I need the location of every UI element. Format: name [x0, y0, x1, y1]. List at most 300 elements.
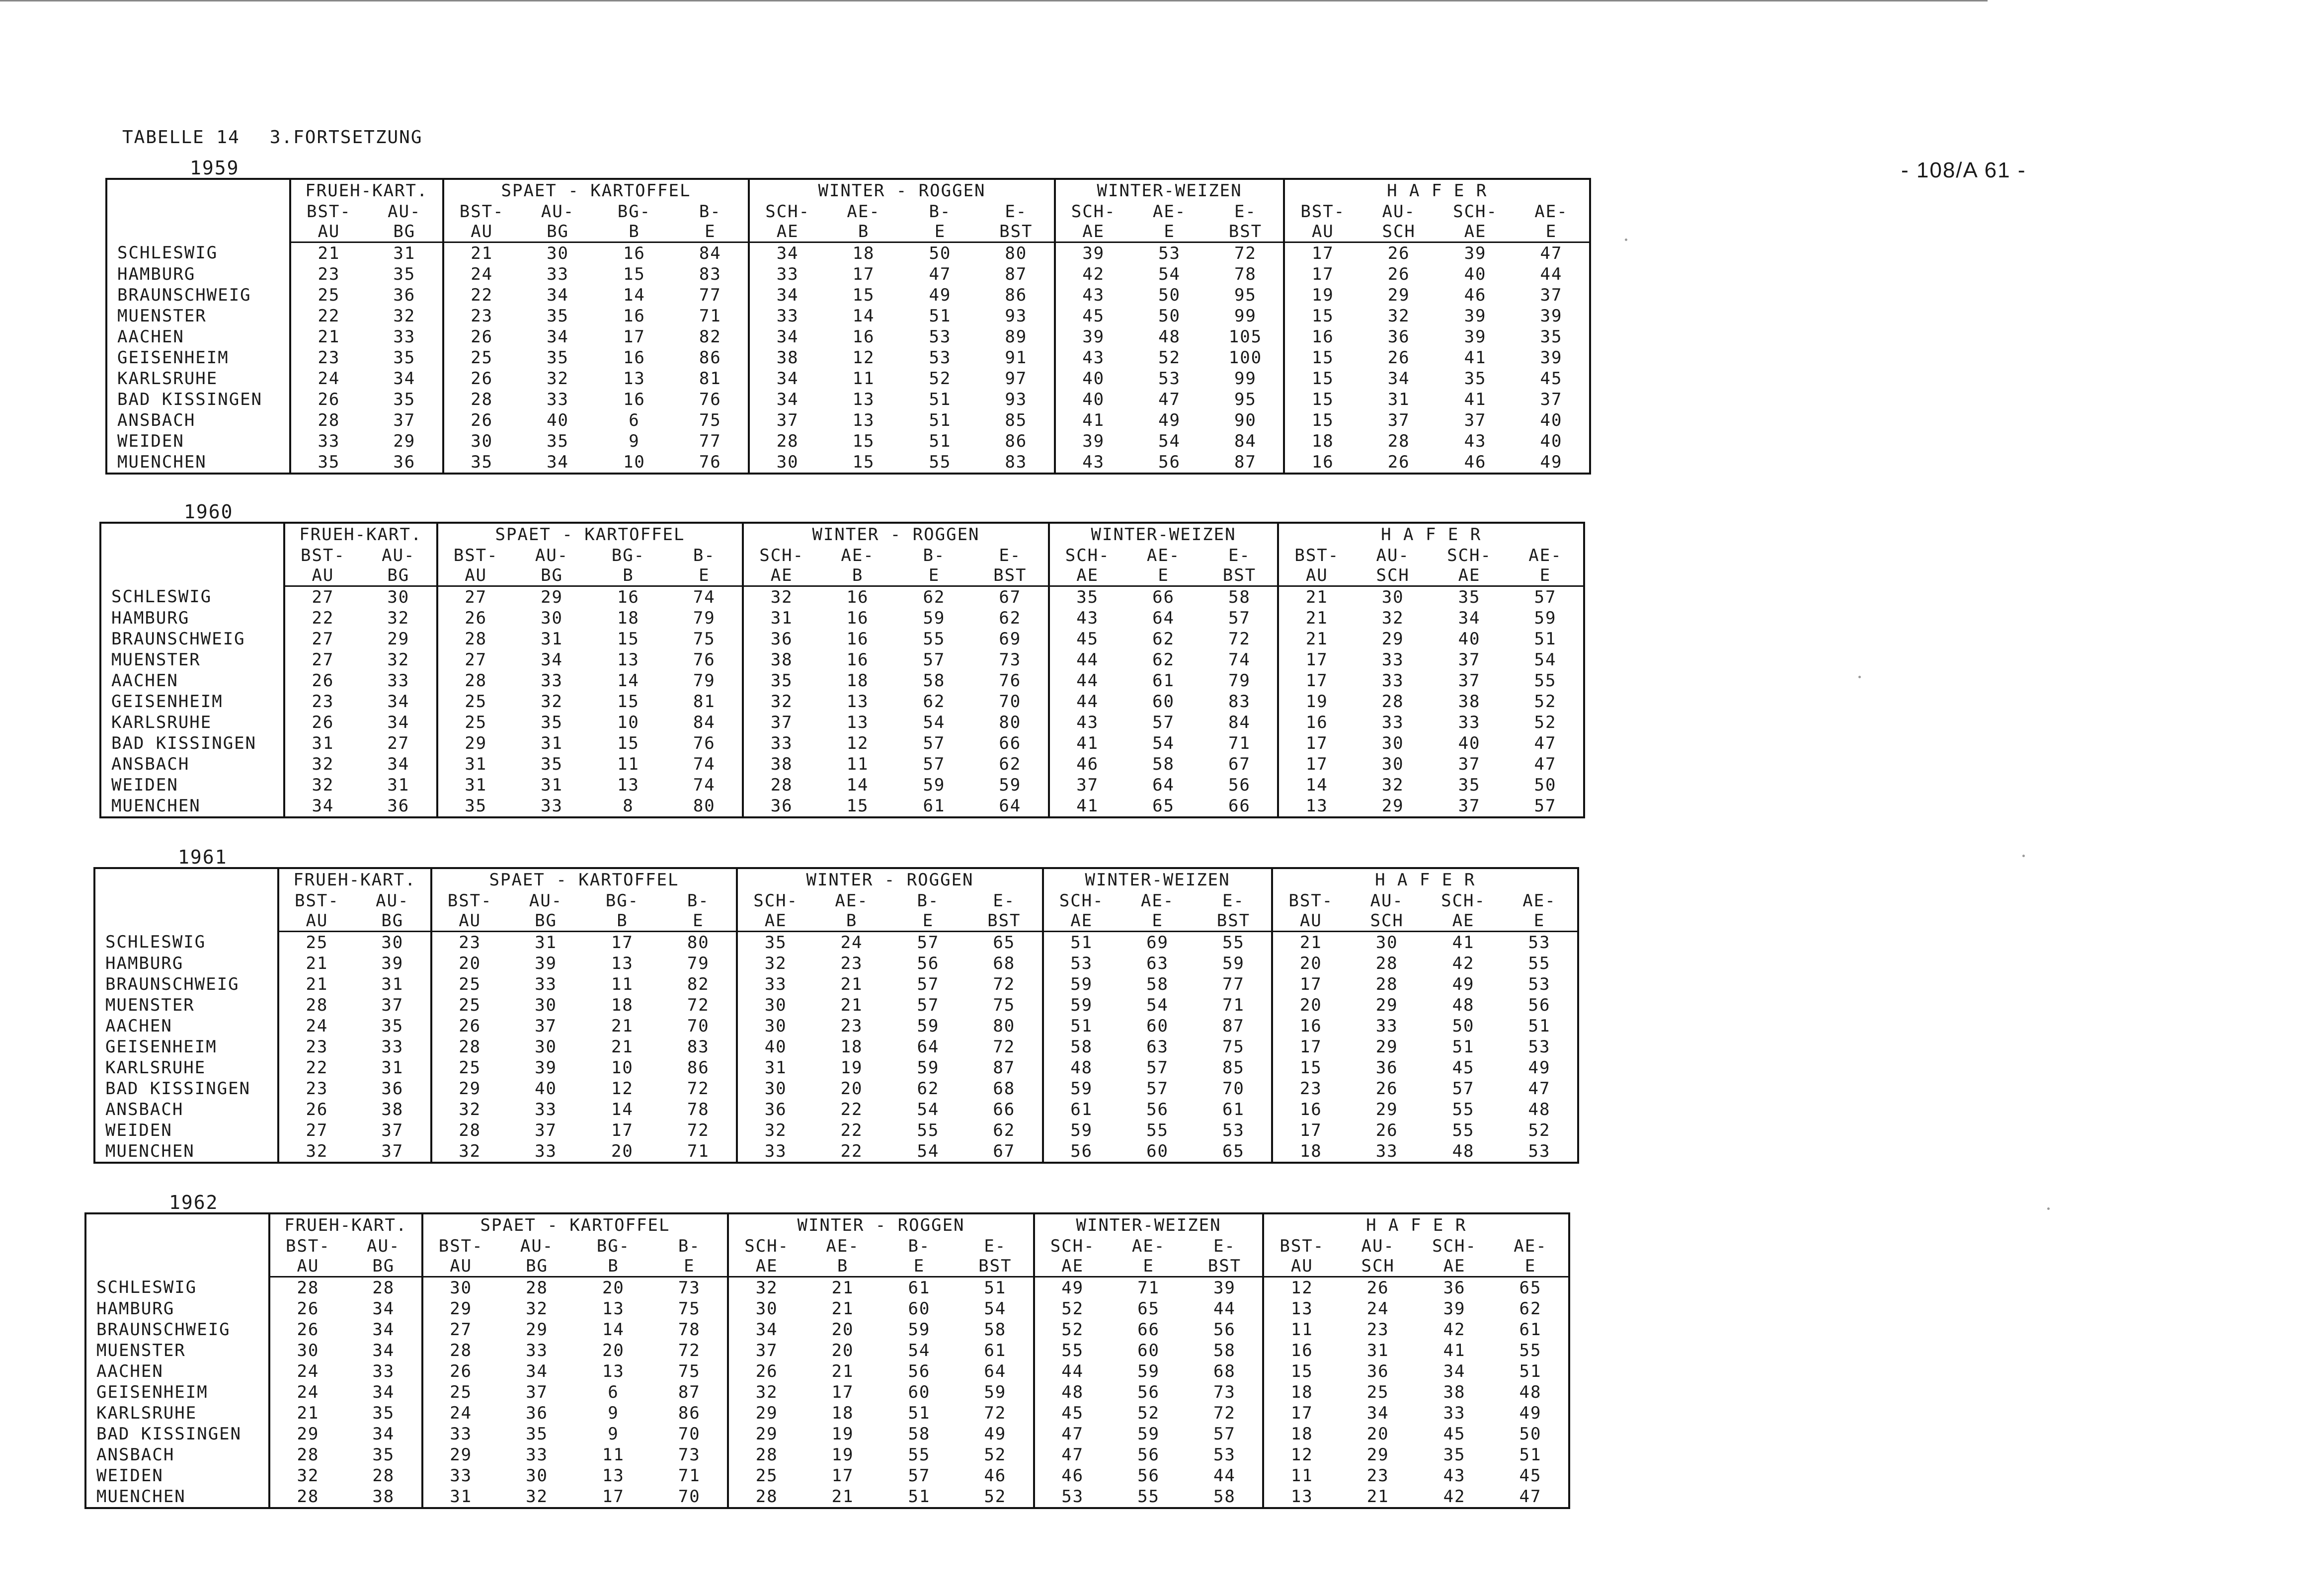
- value-cell: 35: [1458, 587, 1481, 607]
- column-header: BG-: [605, 891, 640, 911]
- value-cell: 52: [1534, 713, 1557, 732]
- column-header: SCH-: [1441, 891, 1486, 911]
- value-cell: 16: [1284, 452, 1360, 474]
- value-cell: 55: [1034, 1340, 1111, 1361]
- column-header: AE-: [1528, 546, 1562, 565]
- value-cell: 28: [743, 775, 819, 796]
- region-name: MUENSTER: [85, 1340, 269, 1361]
- crop-group-header: FRUEH-KART.: [305, 181, 428, 201]
- column-header: AU-: [535, 546, 569, 565]
- value-cell: 16: [846, 608, 869, 628]
- value-cell: 32: [1381, 608, 1404, 628]
- value-cell: 27: [437, 649, 514, 670]
- value-cell: 40: [1055, 368, 1131, 389]
- value-cell: 39: [1540, 348, 1563, 368]
- value-cell: 16: [623, 348, 645, 368]
- column-header: AE-: [1140, 891, 1175, 911]
- value-cell: 29: [728, 1424, 804, 1444]
- column-header: AU-: [1376, 546, 1410, 565]
- value-cell: 53: [1528, 1037, 1551, 1057]
- value-cell: 28: [1381, 692, 1404, 712]
- value-cell: 64: [999, 796, 1022, 816]
- value-cell: 22: [840, 1141, 863, 1161]
- value-cell: 51: [908, 1487, 931, 1507]
- value-cell: 32: [431, 1099, 508, 1120]
- value-cell: 57: [917, 995, 940, 1015]
- value-cell: 16: [1263, 1340, 1340, 1361]
- region-name: SCHLESWIG: [106, 242, 290, 264]
- value-cell: 16: [846, 587, 869, 607]
- region-name: AACHEN: [85, 1361, 269, 1382]
- column-header: BST-: [306, 202, 351, 222]
- value-cell: 80: [1005, 243, 1028, 263]
- value-cell: 15: [1284, 306, 1360, 326]
- column-header: BST-: [300, 546, 345, 565]
- value-cell: 30: [443, 431, 520, 452]
- value-cell: 67: [1228, 754, 1251, 774]
- value-cell: 15: [1284, 389, 1360, 410]
- value-cell: 33: [526, 1341, 549, 1360]
- value-cell: 23: [318, 348, 340, 368]
- table-row: [94, 953, 1578, 974]
- year-label: 1959: [190, 157, 240, 179]
- value-cell: 14: [1278, 775, 1355, 796]
- column-header: AU-: [388, 202, 421, 222]
- value-cell: 38: [1458, 692, 1481, 712]
- value-cell: 61: [984, 1341, 1007, 1360]
- column-header: AE: [743, 565, 819, 586]
- value-cell: 35: [372, 1403, 395, 1423]
- value-cell: 47: [1034, 1424, 1111, 1444]
- column-header: AU: [437, 565, 514, 586]
- value-cell: 39: [1464, 327, 1487, 347]
- value-cell: 65: [1222, 1141, 1245, 1161]
- table-row: [85, 1444, 1569, 1465]
- column-header: BST: [972, 565, 1049, 586]
- value-cell: 45: [1540, 369, 1563, 389]
- value-cell: 44: [1049, 691, 1125, 712]
- value-cell: 46: [1464, 452, 1487, 472]
- value-cell: 34: [312, 796, 334, 816]
- value-cell: 74: [1228, 650, 1251, 670]
- column-header: E: [902, 222, 978, 242]
- value-cell: 62: [999, 608, 1022, 628]
- region-name: GEISENHEIM: [94, 1037, 278, 1057]
- value-cell: 73: [678, 1445, 701, 1465]
- value-cell: 53: [1213, 1445, 1236, 1465]
- value-cell: 56: [1137, 1466, 1160, 1486]
- crop-group-header: WINTER-WEIZEN: [1043, 868, 1273, 891]
- value-cell: 72: [993, 1037, 1016, 1057]
- column-header: AE: [749, 222, 825, 242]
- year-table-block: [99, 522, 1585, 818]
- value-cell: 37: [743, 712, 819, 733]
- column-header: SCH-: [737, 891, 813, 911]
- value-cell: 33: [737, 974, 813, 995]
- value-cell: 54: [917, 1141, 940, 1161]
- value-cell: 26: [297, 1320, 320, 1340]
- value-cell: 59: [923, 608, 946, 628]
- value-cell: 32: [547, 369, 569, 389]
- region-name: KARLSRUHE: [100, 712, 284, 733]
- value-cell: 25: [318, 285, 340, 305]
- value-cell: 32: [737, 953, 813, 974]
- value-cell: 29: [431, 1078, 508, 1099]
- value-cell: 32: [387, 608, 410, 628]
- value-cell: 39: [1464, 306, 1487, 326]
- value-cell: 24: [443, 264, 520, 285]
- value-cell: 32: [431, 1141, 508, 1163]
- value-cell: 28: [318, 410, 340, 430]
- column-header: SCH-: [749, 202, 825, 222]
- value-cell: 51: [1534, 629, 1557, 649]
- value-cell: 15: [1284, 347, 1360, 368]
- value-cell: 76: [699, 390, 721, 409]
- value-cell: 72: [984, 1403, 1007, 1423]
- value-cell: 35: [443, 452, 520, 474]
- column-header: BST: [1196, 911, 1273, 932]
- value-cell: 59: [908, 1320, 931, 1340]
- column-header: AU: [278, 911, 355, 932]
- value-cell: 57: [1228, 608, 1251, 628]
- value-cell: 37: [1540, 390, 1563, 409]
- value-cell: 13: [846, 692, 869, 712]
- column-header: B: [584, 911, 661, 932]
- value-cell: 27: [387, 733, 410, 753]
- value-cell: 29: [422, 1444, 499, 1465]
- page-number: - 108/A 61 -: [1901, 158, 2026, 182]
- value-cell: 52: [984, 1487, 1007, 1507]
- value-cell: 47: [1519, 1487, 1542, 1507]
- value-cell: 17: [1278, 754, 1355, 775]
- region-name: MUENCHEN: [94, 1141, 278, 1163]
- value-cell: 21: [831, 1299, 854, 1319]
- value-cell: 20: [1366, 1424, 1389, 1444]
- value-cell: 28: [728, 1444, 804, 1465]
- crop-group-header: SPAET - KARTOFFEL: [443, 179, 749, 202]
- value-cell: 64: [1152, 608, 1175, 628]
- value-cell: 59: [999, 775, 1022, 795]
- region-name: WEIDEN: [106, 431, 290, 452]
- value-cell: 82: [699, 327, 721, 347]
- value-cell: 49: [929, 285, 952, 305]
- value-cell: 81: [699, 369, 721, 389]
- region-name: GEISENHEIM: [106, 347, 290, 368]
- column-header: B: [825, 222, 902, 242]
- value-cell: 18: [1284, 431, 1360, 452]
- value-cell: 62: [993, 1120, 1016, 1140]
- value-cell: 14: [617, 671, 640, 691]
- value-cell: 26: [306, 1100, 328, 1119]
- value-cell: 77: [1222, 974, 1245, 994]
- value-cell: 56: [1137, 1445, 1160, 1465]
- value-cell: 15: [1272, 1057, 1349, 1078]
- value-cell: 21: [318, 243, 340, 263]
- value-cell: 24: [318, 369, 340, 389]
- column-header: E-: [1005, 202, 1028, 222]
- value-cell: 29: [1366, 1445, 1389, 1465]
- column-header: B: [575, 1256, 652, 1277]
- value-cell: 58: [1043, 1037, 1120, 1057]
- value-cell: 76: [693, 650, 716, 670]
- value-cell: 33: [749, 306, 825, 326]
- value-cell: 73: [1213, 1382, 1236, 1402]
- column-header: E-: [1228, 546, 1251, 565]
- value-cell: 17: [1284, 242, 1360, 264]
- value-cell: 48: [1452, 995, 1475, 1015]
- value-cell: 53: [1043, 953, 1120, 974]
- column-header: AU-: [1382, 202, 1416, 222]
- value-cell: 40: [535, 1079, 558, 1099]
- value-cell: 9: [608, 1403, 619, 1423]
- column-header: AE: [1437, 222, 1514, 242]
- value-cell: 33: [1375, 1141, 1398, 1161]
- value-cell: 27: [312, 587, 334, 607]
- value-cell: 34: [1458, 608, 1481, 628]
- value-cell: 25: [728, 1465, 804, 1486]
- value-cell: 54: [1152, 733, 1175, 753]
- value-cell: 21: [831, 1487, 854, 1507]
- value-cell: 15: [846, 796, 869, 816]
- value-cell: 37: [1540, 285, 1563, 305]
- value-cell: 26: [1387, 264, 1410, 284]
- table-row: [85, 1486, 1569, 1508]
- value-cell: 14: [623, 285, 645, 305]
- value-cell: 35: [1464, 369, 1487, 389]
- region-name: HAMBURG: [94, 953, 278, 974]
- table-continuation: 3.FORTSETZUNG: [269, 127, 423, 148]
- column-header: B-: [917, 891, 940, 911]
- column-header: AU: [1278, 565, 1355, 586]
- value-cell: 30: [1375, 933, 1398, 953]
- value-cell: 76: [693, 733, 716, 753]
- value-cell: 86: [678, 1403, 701, 1423]
- value-cell: 83: [687, 1037, 710, 1057]
- value-cell: 35: [372, 1445, 395, 1465]
- value-cell: 78: [687, 1100, 710, 1119]
- value-cell: 33: [1443, 1403, 1466, 1423]
- value-cell: 26: [1387, 348, 1410, 368]
- value-cell: 105: [1228, 327, 1263, 347]
- table-row: [100, 796, 1584, 817]
- column-header: BST-: [443, 202, 520, 222]
- year-table-block: [93, 867, 1579, 1164]
- value-cell: 30: [535, 1037, 558, 1057]
- value-cell: 34: [372, 1320, 395, 1340]
- value-cell: 56: [908, 1361, 931, 1381]
- value-cell: 55: [1137, 1487, 1160, 1507]
- value-cell: 35: [381, 1016, 404, 1036]
- table-row: [106, 368, 1590, 389]
- value-cell: 64: [984, 1361, 1007, 1381]
- column-header: BST: [966, 911, 1043, 932]
- table-row: [100, 670, 1584, 691]
- value-cell: 36: [393, 285, 416, 305]
- value-cell: 12: [611, 1079, 634, 1099]
- column-header: BG: [520, 222, 596, 242]
- value-cell: 34: [547, 285, 569, 305]
- value-cell: 52: [1528, 1120, 1551, 1140]
- value-cell: 43: [1055, 452, 1131, 474]
- column-header: BST: [1187, 1256, 1264, 1277]
- value-cell: 85: [1222, 1058, 1245, 1078]
- value-cell: 32: [312, 754, 334, 774]
- value-cell: 29: [1375, 1100, 1398, 1119]
- value-cell: 33: [381, 1037, 404, 1057]
- column-header: AU: [1284, 222, 1360, 242]
- value-cell: 18: [611, 995, 634, 1015]
- value-cell: 32: [297, 1466, 320, 1486]
- column-header: BG-: [617, 202, 651, 222]
- value-cell: 50: [929, 243, 952, 263]
- value-cell: 84: [699, 243, 721, 263]
- value-cell: 59: [917, 1058, 940, 1078]
- value-cell: 34: [547, 452, 569, 472]
- value-cell: 49: [1540, 452, 1563, 472]
- value-cell: 15: [617, 629, 640, 649]
- region-name: SCHLESWIG: [85, 1277, 269, 1299]
- value-cell: 35: [547, 348, 569, 368]
- value-cell: 30: [749, 452, 825, 474]
- value-cell: 49: [1519, 1403, 1542, 1423]
- value-cell: 69: [999, 629, 1022, 649]
- table-row: [94, 1120, 1578, 1141]
- value-cell: 84: [693, 713, 716, 732]
- value-cell: 18: [846, 671, 869, 691]
- value-cell: 53: [1034, 1486, 1111, 1508]
- value-cell: 51: [1519, 1361, 1542, 1381]
- column-header: BG: [499, 1256, 575, 1277]
- value-cell: 34: [393, 369, 416, 389]
- column-header: SCH: [1355, 565, 1431, 586]
- value-cell: 18: [617, 608, 640, 628]
- value-cell: 27: [312, 650, 334, 670]
- value-cell: 16: [852, 327, 875, 347]
- value-cell: 37: [381, 1141, 404, 1161]
- value-cell: 34: [749, 368, 825, 389]
- value-cell: 71: [678, 1466, 701, 1486]
- column-header: BG: [514, 565, 590, 586]
- value-cell: 22: [312, 608, 334, 628]
- column-header: B-: [929, 202, 952, 222]
- value-cell: 32: [1387, 306, 1410, 326]
- value-cell: 71: [1222, 995, 1245, 1015]
- table-row: [106, 242, 1590, 264]
- value-cell: 62: [917, 1079, 940, 1099]
- value-cell: 53: [1158, 369, 1181, 389]
- value-cell: 33: [749, 264, 825, 285]
- value-cell: 44: [1049, 670, 1125, 691]
- value-cell: 72: [1213, 1403, 1236, 1423]
- value-cell: 55: [1534, 671, 1557, 691]
- value-cell: 26: [728, 1361, 804, 1382]
- value-cell: 13: [602, 1466, 625, 1486]
- column-header: E: [896, 565, 972, 586]
- value-cell: 35: [526, 1424, 549, 1444]
- region-name: KARLSRUHE: [94, 1057, 278, 1078]
- value-cell: 21: [1366, 1487, 1389, 1507]
- value-cell: 29: [1381, 796, 1404, 816]
- value-cell: 87: [678, 1382, 701, 1402]
- value-cell: 30: [737, 1078, 813, 1099]
- value-cell: 21: [1278, 586, 1355, 608]
- value-cell: 15: [623, 264, 645, 284]
- value-cell: 35: [743, 670, 819, 691]
- year-label: 1960: [184, 501, 234, 523]
- value-cell: 21: [1278, 629, 1355, 649]
- value-cell: 25: [431, 974, 508, 995]
- value-cell: 39: [1213, 1278, 1236, 1298]
- value-cell: 30: [422, 1277, 499, 1299]
- value-cell: 20: [831, 1320, 854, 1340]
- value-cell: 43: [1443, 1466, 1466, 1486]
- value-cell: 17: [602, 1487, 625, 1507]
- value-cell: 23: [1366, 1466, 1389, 1486]
- value-cell: 48: [1528, 1100, 1551, 1119]
- value-cell: 32: [526, 1487, 549, 1507]
- column-header: AU: [443, 222, 520, 242]
- value-cell: 30: [535, 995, 558, 1015]
- crop-group-header: WINTER - ROGGEN: [737, 868, 1043, 891]
- scan-speck: [2047, 1207, 2050, 1210]
- value-cell: 15: [852, 431, 875, 451]
- column-header: AE-: [1131, 1236, 1166, 1256]
- value-cell: 29: [541, 587, 563, 607]
- value-cell: 34: [1387, 369, 1410, 389]
- value-cell: 25: [306, 933, 328, 953]
- value-cell: 87: [993, 1058, 1016, 1078]
- value-cell: 44: [1213, 1299, 1236, 1319]
- value-cell: 20: [1272, 995, 1349, 1016]
- column-header: E-: [999, 546, 1022, 565]
- value-cell: 61: [923, 796, 946, 816]
- value-cell: 10: [617, 713, 640, 732]
- value-cell: 61: [1519, 1320, 1542, 1340]
- value-cell: 26: [1375, 1120, 1398, 1140]
- value-cell: 23: [1272, 1078, 1349, 1099]
- value-cell: 39: [1464, 243, 1487, 263]
- value-cell: 31: [437, 754, 514, 775]
- value-cell: 58: [1213, 1341, 1236, 1360]
- yield-table: [105, 178, 1591, 475]
- value-cell: 18: [840, 1037, 863, 1057]
- value-cell: 10: [623, 452, 645, 472]
- table-row: [106, 285, 1590, 306]
- value-cell: 50: [1534, 775, 1557, 795]
- value-cell: 32: [393, 306, 416, 326]
- value-cell: 35: [393, 390, 416, 409]
- value-cell: 35: [547, 306, 569, 326]
- value-cell: 10: [611, 1058, 634, 1078]
- column-header: BST-: [437, 546, 514, 565]
- value-cell: 30: [1381, 754, 1404, 774]
- region-name: HAMBURG: [106, 264, 290, 285]
- value-cell: 52: [929, 369, 952, 389]
- value-cell: 57: [923, 650, 946, 670]
- value-cell: 61: [908, 1278, 931, 1298]
- value-cell: 48: [1043, 1057, 1120, 1078]
- value-cell: 93: [1005, 390, 1028, 409]
- value-cell: 33: [535, 1100, 558, 1119]
- value-cell: 35: [541, 754, 563, 774]
- value-cell: 79: [693, 671, 716, 691]
- crop-group-header: H A F E R: [1284, 179, 1590, 202]
- value-cell: 72: [687, 995, 710, 1015]
- value-cell: 28: [443, 389, 520, 410]
- value-cell: 74: [693, 775, 716, 795]
- scan-speck: [1858, 676, 1861, 678]
- value-cell: 37: [526, 1382, 549, 1402]
